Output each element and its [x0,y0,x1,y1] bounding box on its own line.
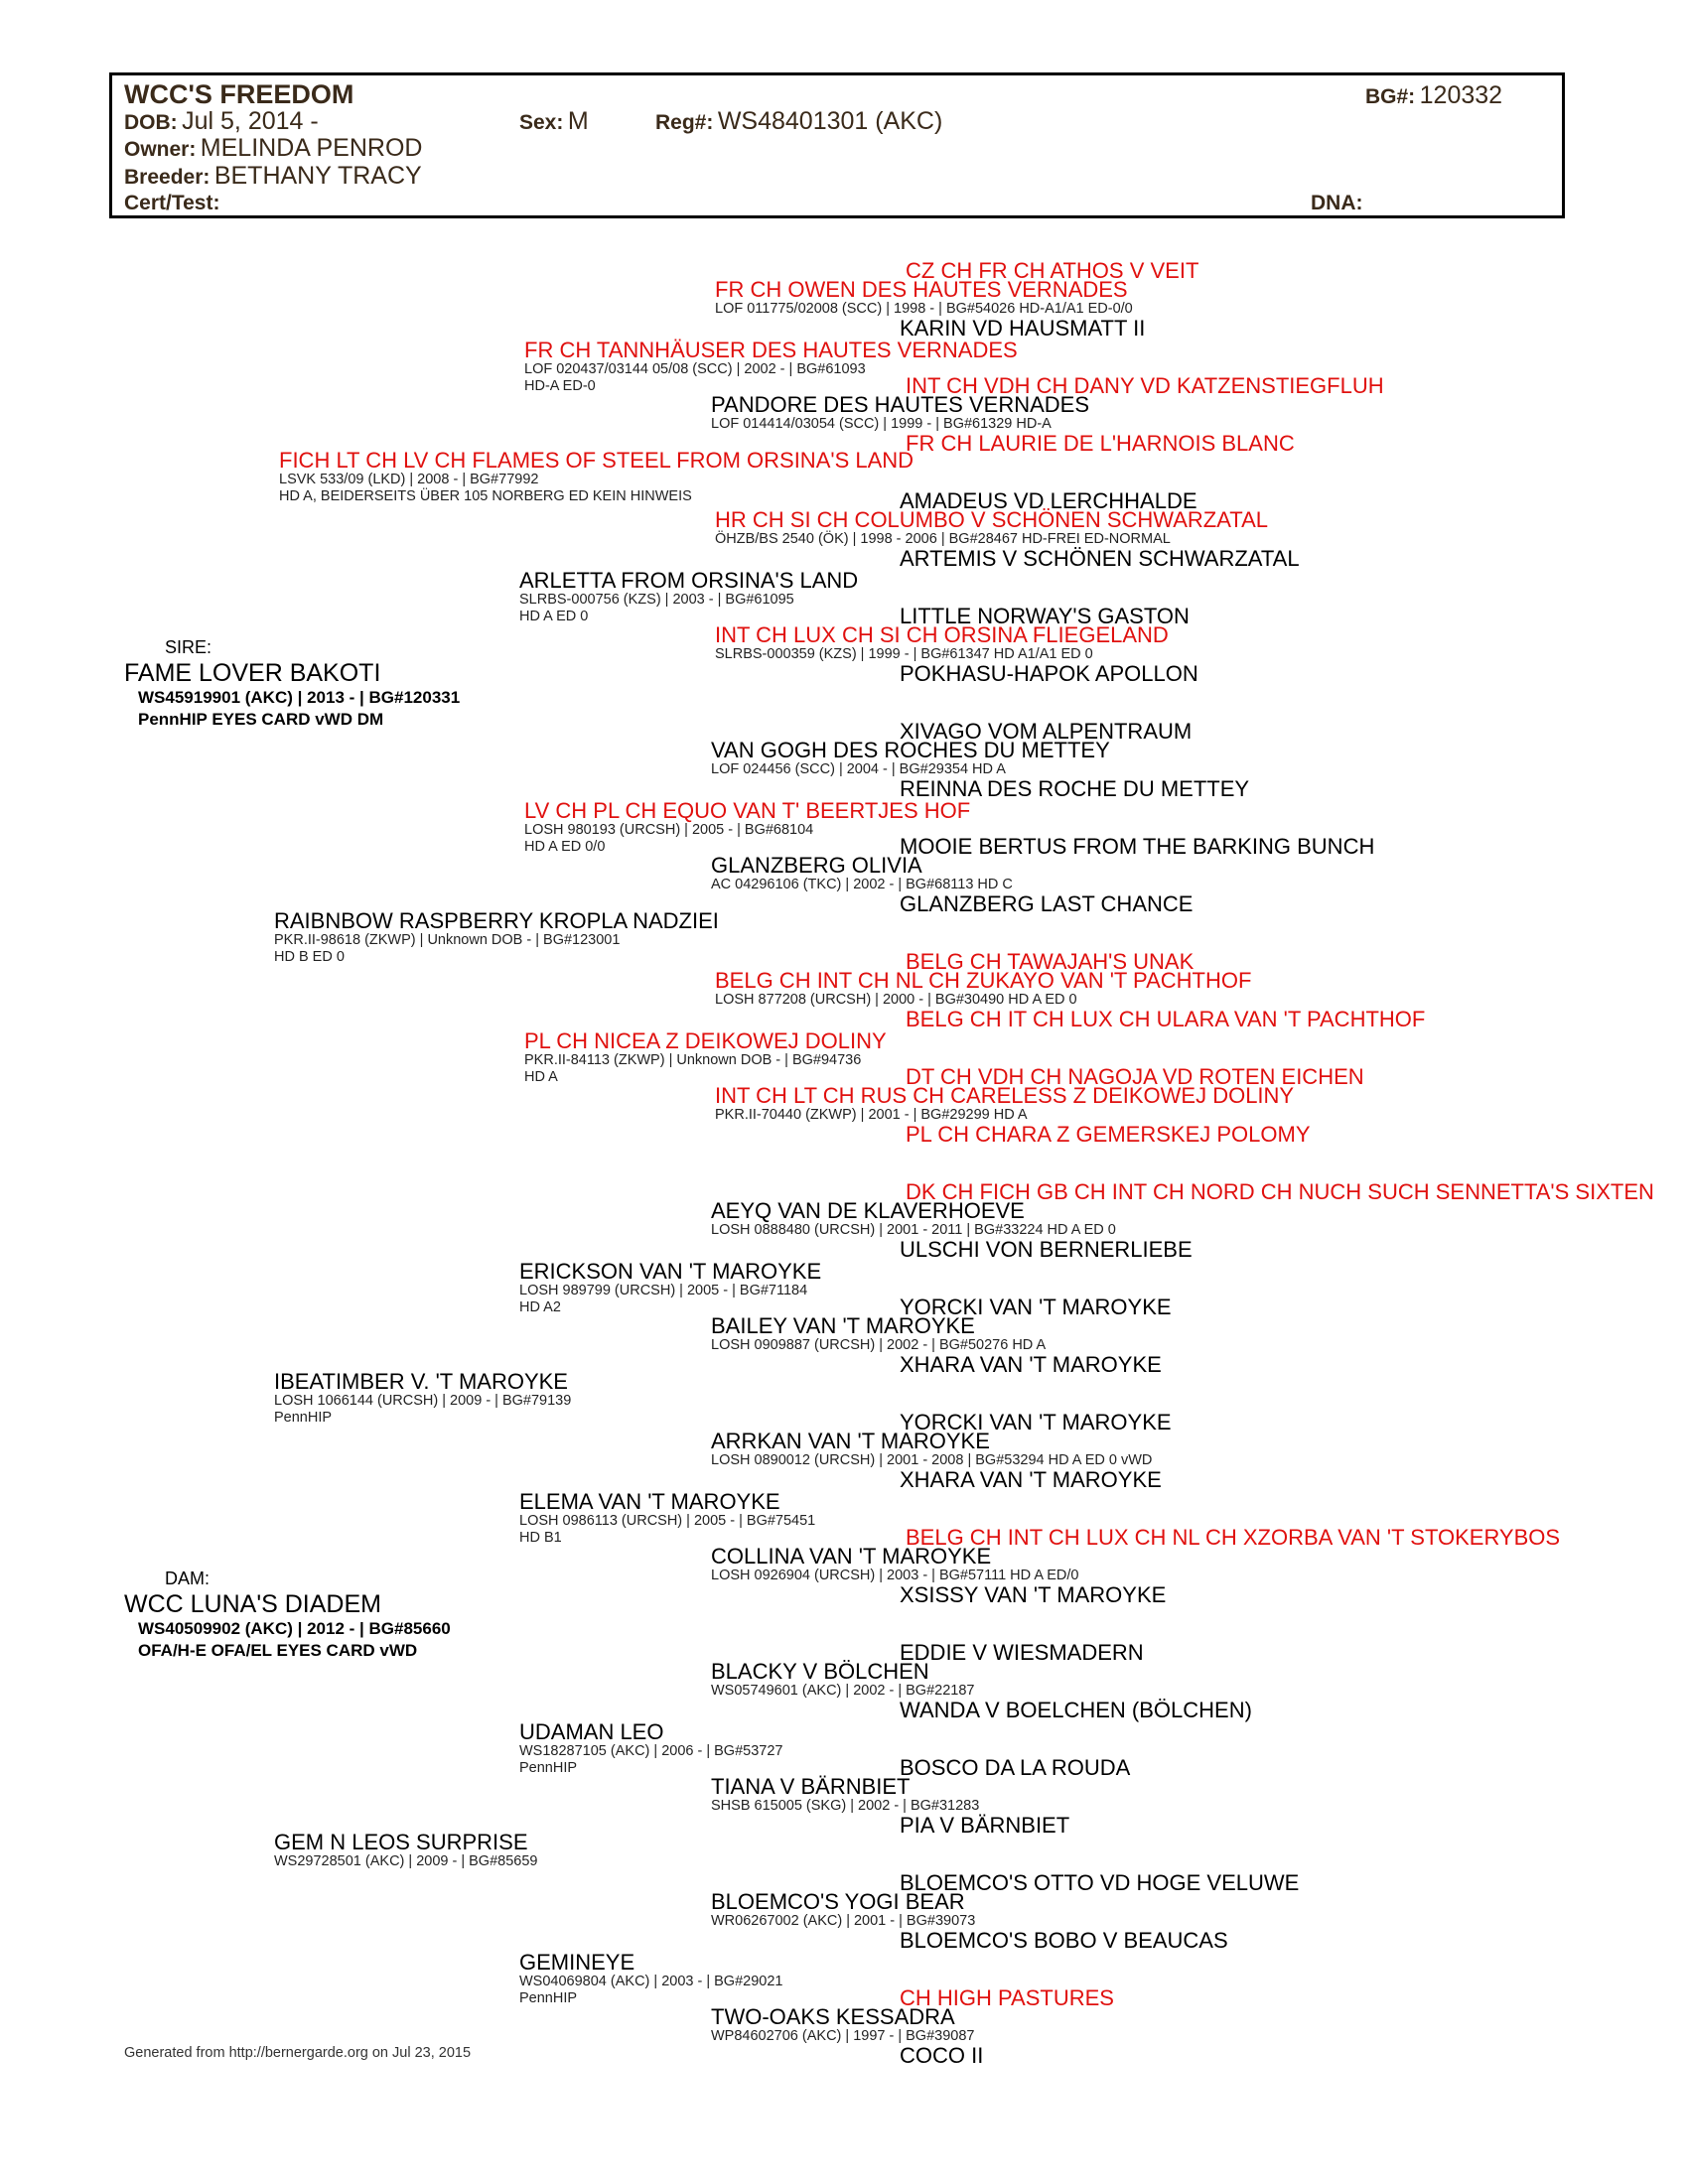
ancestor-name: REINNA DES ROCHE DU METTEY [900,776,1250,801]
ancestor-detail: SLRBS-000756 (KZS) | 2003 - | BG#61095 [519,592,794,608]
ancestor-detail: AC 04296106 (TKC) | 2002 - | BG#68113 HD C [711,877,1013,892]
ancestor-name: XHARA VAN 'T MAROYKE [900,1467,1162,1492]
ancestor-name: PL CH NICEA Z DEIKOWEJ DOLINY [524,1028,887,1053]
ancestor-entry [900,1815,1069,1837]
cert-label: Cert/Test: [124,192,220,214]
ancestor-name: AMADEUS VD LERCHHALDE [900,488,1197,513]
ancestor-name: HR CH SI CH COLUMBO V SCHÖNEN SCHWARZATAL [715,507,1268,532]
sire-label: SIRE: [165,637,212,657]
dna-label: DNA: [1311,192,1363,214]
ancestor-name: KARIN VD HAUSMATT II [900,316,1146,341]
ancestor-detail: LOSH 980193 (URCSH) | 2005 - | BG#68104 [524,822,814,838]
ancestor-name: INT CH LUX CH SI CH ORSINA FLIEGELAND [715,622,1169,647]
ancestor-entry [711,855,1013,893]
ancestor-entry [906,433,1295,455]
ancestor-name: LITTLE NORWAY'S GASTON [900,604,1190,628]
ancestor-entry [519,1952,782,2007]
ancestor-entry [711,2006,974,2045]
ancestor-name: BELG CH TAWAJAH'S UNAK [906,949,1195,974]
sex-field [519,107,589,136]
reg-value: WS48401301 (AKC) [717,107,943,135]
ancestor-detail: HD A ED 0/0 [524,839,606,855]
ancestor-entry [906,1009,1425,1030]
ancestor-detail: HD B ED 0 [274,949,345,965]
sire-registration: WS45919901 (AKC) | 2013 - | BG#120331 [138,688,461,707]
ancestor-detail: LOF 020437/03144 05/08 (SCC) | 2002 - | BG#61093 [524,361,866,377]
ancestor-detail: HD A2 [519,1299,561,1315]
ancestor-name: DK CH FICH GB CH INT CH NORD CH NUCH SUCH SENNETTA'S SIXTEN [906,1179,1654,1204]
ancestor-detail: WS18287105 (AKC) | 2006 - | BG#53727 [519,1743,783,1759]
ancestor-detail: LOSH 0890012 (URCSH) | 2001 - 2008 | BG#53294 HD A ED 0 vWD [711,1452,1153,1468]
ancestor-detail: HD A ED 0 [519,609,589,624]
ancestor-detail: LOSH 0888480 (URCSH) | 2001 - 2011 | BG#33224 HD A ED 0 [711,1222,1116,1238]
ancestor-entry [711,1776,979,1815]
ancestor-name: ERICKSON VAN 'T MAROYKE [519,1259,822,1284]
ancestor-name: BELG CH INT CH NL CH ZUKAYO VAN 'T PACHTHOF [715,968,1252,993]
ancestor-entry [519,1491,815,1547]
owner-label: Owner: [124,138,197,161]
ancestor-entry [711,1200,1116,1239]
ancestor-detail: LOSH 0909887 (URCSH) | 2002 - | BG#50276 HD A [711,1337,1047,1353]
ancestor-name: BLOEMCO'S BOBO V BEAUCAS [900,1928,1228,1953]
footer-note: Generated from http://bernergarde.org on Jul 23, 2015 [124,2045,472,2061]
ancestor-name: ELEMA VAN 'T MAROYKE [519,1489,780,1514]
bg-field [1365,81,1502,110]
owner-field [124,134,422,163]
ancestor-detail: LOSH 877208 (URCSH) | 2000 - | BG#30490 HD A ED 0 [715,992,1077,1008]
ancestor-entry [900,1239,1193,1261]
ancestor-detail: LOSH 1066144 (URCSH) | 2009 - | BG#79139 [274,1393,572,1409]
ancestor-entry [274,1832,537,1870]
bg-label: BG#: [1365,85,1416,108]
ancestor-name: BLOEMCO'S OTTO VD HOGE VELUWE [900,1870,1300,1895]
ancestor-name: INT CH LT CH RUS CH CARELESS Z DEIKOWEJ DOLINY [715,1083,1295,1108]
breeder-value: BETHANY TRACY [213,162,422,190]
reg-field [655,107,942,136]
ancestor-name: GLANZBERG LAST CHANCE [900,891,1194,916]
ancestor-entry [906,1124,1311,1146]
ancestor-name: FICH LT CH LV CH FLAMES OF STEEL FROM ORSINA'S LAND [279,448,914,473]
dob-value: Jul 5, 2014 - [182,107,319,135]
ancestor-name: XIVAGO VOM ALPENTRAUM [900,719,1193,744]
ancestor-entry [274,1371,571,1427]
ancestor-name: TWO-OAKS KESSADRA [711,2004,955,2029]
dam-entry [124,1591,451,1662]
ancestor-name: ARTEMIS V SCHÖNEN SCHWARZATAL [900,546,1300,571]
ancestor-detail: PKR.II-84113 (ZKWP) | Unknown DOB - | BG#94736 [524,1052,862,1068]
ancestor-detail: HD A, BEIDERSEITS ÜBER 105 NORBERG ED KEIN HINWEIS [279,488,692,504]
dob-label: DOB: [124,111,178,134]
ancestor-entry [900,778,1249,800]
ancestor-detail: ÖHZB/BS 2540 (ÖK) | 1998 - 2006 | BG#28467 HD-FREI ED-NORMAL [715,531,1171,547]
ancestor-detail: LOSH 0926904 (URCSH) | 2003 - | BG#57111 HD A ED/0 [711,1568,1079,1583]
ancestor-name: GLANZBERG OLIVIA [711,853,922,878]
ancestor-name: ARLETTA FROM ORSINA'S LAND [519,568,859,593]
breeder-label: Breeder: [124,166,211,189]
ancestor-entry [274,910,719,966]
ancestor-name: DT CH VDH CH NAGOJA VD ROTEN EICHEN [906,1064,1364,1089]
ancestor-name: COCO II [900,2043,984,2068]
dob-field [124,107,319,136]
breeder-field [124,162,422,191]
ancestor-name: VAN GOGH DES ROCHES DU METTEY [711,738,1110,762]
ancestor-entry [711,394,1089,433]
ancestor-name: UDAMAN LEO [519,1719,664,1744]
ancestor-entry [519,570,858,625]
ancestor-detail: PKR.II-98618 (ZKWP) | Unknown DOB - | BG#123001 [274,932,621,948]
sex-label: Sex: [519,111,564,134]
ancestor-detail: WS05749601 (AKC) | 2002 - | BG#22187 [711,1683,975,1699]
ancestor-entry [279,450,914,505]
ancestor-detail: LOF 024456 (SCC) | 2004 - | BG#29354 HD A [711,761,1006,777]
cert-field [124,192,219,215]
sire-health: PennHIP EYES CARD vWD DM [138,710,384,729]
ancestor-detail: PennHIP [519,1760,578,1776]
ancestor-entry [711,740,1110,778]
ancestor-entry [900,1930,1228,1952]
ancestor-detail: LSVK 533/09 (LKD) | 2008 - | BG#77992 [279,472,539,487]
dog-name: WCC'S FREEDOM [124,79,354,109]
ancestor-entry [900,1469,1162,1491]
ancestor-entry [715,970,1251,1009]
ancestor-entry [711,1315,1046,1354]
ancestor-name: MOOIE BERTUS FROM THE BARKING BUNCH [900,834,1375,859]
ancestor-name: FR CH OWEN DES HAUTES VERNADES [715,277,1128,302]
ancestor-detail: WP84602706 (AKC) | 1997 - | BG#39087 [711,2028,975,2044]
ancestor-name: ARRKAN VAN 'T MAROYKE [711,1429,990,1453]
ancestor-detail: PKR.II-70440 (ZKWP) | 2001 - | BG#29299 HD A [715,1107,1028,1123]
ancestor-detail: WS04069804 (AKC) | 2003 - | BG#29021 [519,1974,783,1989]
dam-health: OFA/H-E OFA/EL EYES CARD vWD [138,1641,418,1660]
ancestor-name: BELG CH IT CH LUX CH ULARA VAN 'T PACHTHOF [906,1007,1426,1031]
ancestor-name: YORCKI VAN 'T MAROYKE [900,1295,1172,1319]
ancestor-entry [711,1891,975,1930]
ancestor-name: ULSCHI VON BERNERLIEBE [900,1237,1193,1262]
ancestor-entry [715,509,1268,548]
ancestor-detail: HD B1 [519,1530,562,1546]
ancestor-name: BAILEY VAN 'T MAROYKE [711,1313,975,1338]
ancestor-detail: PennHIP [274,1410,333,1426]
ancestor-detail: WR06267002 (AKC) | 2001 - | BG#39073 [711,1913,976,1929]
ancestor-name: YORCKI VAN 'T MAROYKE [900,1410,1172,1434]
ancestor-detail: LOSH 989799 (URCSH) | 2005 - | BG#71184 [519,1283,808,1298]
owner-value: MELINDA PENROD [200,134,423,162]
ancestor-entry [900,893,1193,915]
ancestor-entry [900,2045,983,2067]
ancestor-detail: LOSH 0986113 (URCSH) | 2005 - | BG#75451 [519,1513,816,1529]
ancestor-entry [715,1085,1294,1124]
ancestor-entry [519,1261,821,1316]
ancestor-name: PIA V BÄRNBIET [900,1813,1070,1838]
sex-value: M [567,107,589,135]
ancestor-name: FR CH LAURIE DE L'HARNOIS BLANC [906,431,1295,456]
sire-entry [124,660,460,731]
ancestor-entry [524,1030,887,1086]
ancestor-name: RAIBNBOW RASPBERRY KROPLA NADZIEI [274,908,719,933]
ancestor-detail: LOF 014414/03054 (SCC) | 1999 - | BG#61329 HD-A [711,416,1052,432]
ancestor-entry [711,1546,1079,1584]
dna-field [1311,192,1363,215]
ancestor-name: PL CH CHARA Z GEMERSKEJ POLOMY [906,1122,1311,1147]
ancestor-entry [711,1431,1152,1469]
ancestor-name: BLOEMCO'S YOGI BEAR [711,1889,965,1914]
ancestor-name: GEM N LEOS SURPRISE [274,1830,528,1854]
ancestor-entry [900,663,1198,685]
ancestor-name: EDDIE V WIESMADERN [900,1640,1144,1665]
ancestor-name: CH HIGH PASTURES [900,1985,1114,2010]
ancestor-name: IBEATIMBER V. 'T MAROYKE [274,1369,568,1394]
ancestor-name: XSISSY VAN 'T MAROYKE [900,1582,1167,1607]
ancestor-name: CZ CH FR CH ATHOS V VEIT [906,258,1199,283]
ancestor-entry [715,624,1169,663]
ancestor-detail: HD-A ED-0 [524,378,596,394]
ancestor-name: PANDORE DES HAUTES VERNADES [711,392,1090,417]
ancestor-entry [519,1721,782,1777]
ancestor-name: FR CH TANNHÄUSER DES HAUTES VERNADES [524,338,1018,362]
ancestor-name: COLLINA VAN 'T MAROYKE [711,1544,992,1569]
ancestor-entry [900,548,1300,570]
ancestor-name: WANDA V BOELCHEN (BÖLCHEN) [900,1698,1252,1722]
ancestor-detail: WS29728501 (AKC) | 2009 - | BG#85659 [274,1853,538,1869]
ancestor-detail: PennHIP [519,1990,578,2006]
ancestor-entry [900,1584,1166,1606]
ancestor-detail: HD A [524,1069,558,1085]
ancestor-detail: SLRBS-000359 (KZS) | 1999 - | BG#61347 HD A1/A1 ED 0 [715,646,1093,662]
ancestor-name: BELG CH INT CH LUX CH NL CH XZORBA VAN 'T STOKERYBOS [906,1525,1561,1550]
ancestor-name: XHARA VAN 'T MAROYKE [900,1352,1162,1377]
reg-label: Reg#: [655,111,714,134]
ancestor-entry [715,279,1133,318]
dam-name: WCC LUNA'S DIADEM [124,1590,381,1618]
sire-name: FAME LOVER BAKOTI [124,659,381,687]
ancestor-detail: SHSB 615005 (SKG) | 2002 - | BG#31283 [711,1798,980,1814]
bg-value: 120332 [1419,81,1503,109]
ancestor-detail: LOF 011775/02008 (SCC) | 1998 - | BG#54026 HD-A1/A1 ED-0/0 [715,301,1133,317]
ancestor-name: POKHASU-HAPOK APOLLON [900,661,1198,686]
ancestor-name: GEMINEYE [519,1950,635,1975]
ancestor-name: TIANA V BÄRNBIET [711,1774,911,1799]
ancestor-name: BOSCO DA LA ROUDA [900,1755,1131,1780]
ancestor-entry [711,1661,974,1700]
ancestor-name: INT CH VDH CH DANY VD KATZENSTIEGFLUH [906,373,1384,398]
ancestor-name: AEYQ VAN DE KLAVERHOEVE [711,1198,1025,1223]
dam-label: DAM: [165,1569,210,1588]
ancestor-entry [900,1700,1252,1721]
ancestor-name: BLACKY V BÖLCHEN [711,1659,929,1684]
dam-registration: WS40509902 (AKC) | 2012 - | BG#85660 [138,1619,451,1638]
ancestor-entry [900,1354,1162,1376]
ancestor-entry [900,318,1145,340]
ancestor-name: LV CH PL CH EQUO VAN T' BEERTJES HOF [524,798,971,823]
